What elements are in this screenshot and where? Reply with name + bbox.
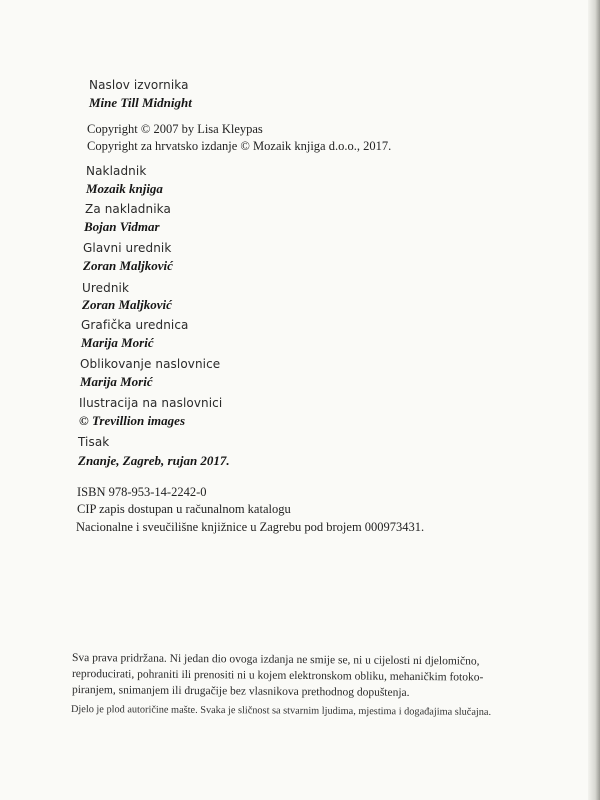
credit-label-editor: Urednik bbox=[82, 281, 130, 295]
rights-notice-line-1: Sva prava pridržana. Ni jedan dio ovoga izdanja ne smije se, ni u cijelosti ni djelomično, bbox=[71, 652, 480, 668]
credit-value-editor: Zoran Maljković bbox=[82, 297, 172, 312]
credit-label-editor-in-chief: Glavni urednik bbox=[83, 241, 172, 255]
rights-notice bbox=[72, 650, 566, 698]
rights-notice-line-2: reproducirati, pohraniti ili prenositi ni u kojem elektronskom obliku, mehaničkim fotoko- bbox=[71, 668, 484, 684]
rights-notice-line-3: piranjem, snimanjem ili drugačije bez vlasnikova prethodnog dopuštenja. bbox=[71, 684, 410, 699]
original-title-label: Naslov izvornika bbox=[89, 78, 189, 92]
credit-value-graphic-editor: Marija Morić bbox=[81, 335, 154, 350]
credit-value-cover-illustration: © Trevillion images bbox=[79, 413, 185, 428]
fiction-notice: Djelo je plod autoričine mašte. Svaka je sličnost sa stvarnim ljudima, mjestima i događajima slučajna. bbox=[70, 704, 492, 718]
credit-value-publisher: Mozaik knjiga bbox=[86, 181, 163, 196]
isbn: ISBN 978-953-14-2242-0 bbox=[77, 485, 207, 499]
credit-value-editor-in-chief: Zoran Maljković bbox=[83, 258, 173, 273]
page-edge-shadow bbox=[588, 0, 600, 800]
credit-value-for-publisher: Bojan Vidmar bbox=[84, 219, 160, 234]
credit-label-cover-illustration: Ilustracija na naslovnici bbox=[79, 396, 223, 410]
cip-line-1: CIP zapis dostupan u računalnom katalogu bbox=[77, 502, 291, 516]
credit-label-publisher: Nakladnik bbox=[86, 164, 147, 178]
credit-label-printing: Tisak bbox=[78, 435, 110, 449]
cip-line-2: Nacionalne i sveučilišne knjižnice u Zagrebu pod brojem 000973431. bbox=[76, 520, 425, 534]
credit-label-for-publisher: Za nakladnika bbox=[85, 202, 171, 216]
credit-label-graphic-editor: Grafička urednica bbox=[81, 318, 189, 332]
credit-value-cover-design: Marija Morić bbox=[80, 374, 153, 389]
original-title-value: Mine Till Midnight bbox=[89, 95, 192, 110]
credit-label-cover-design: Oblikovanje naslovnice bbox=[80, 357, 221, 371]
copyright-line-1: Copyright © 2007 by Lisa Kleypas bbox=[87, 122, 263, 136]
credit-value-printing: Znanje, Zagreb, rujan 2017. bbox=[78, 453, 230, 468]
copyright-line-2: Copyright za hrvatsko izdanje © Mozaik knjiga d.o.o., 2017. bbox=[87, 139, 392, 153]
